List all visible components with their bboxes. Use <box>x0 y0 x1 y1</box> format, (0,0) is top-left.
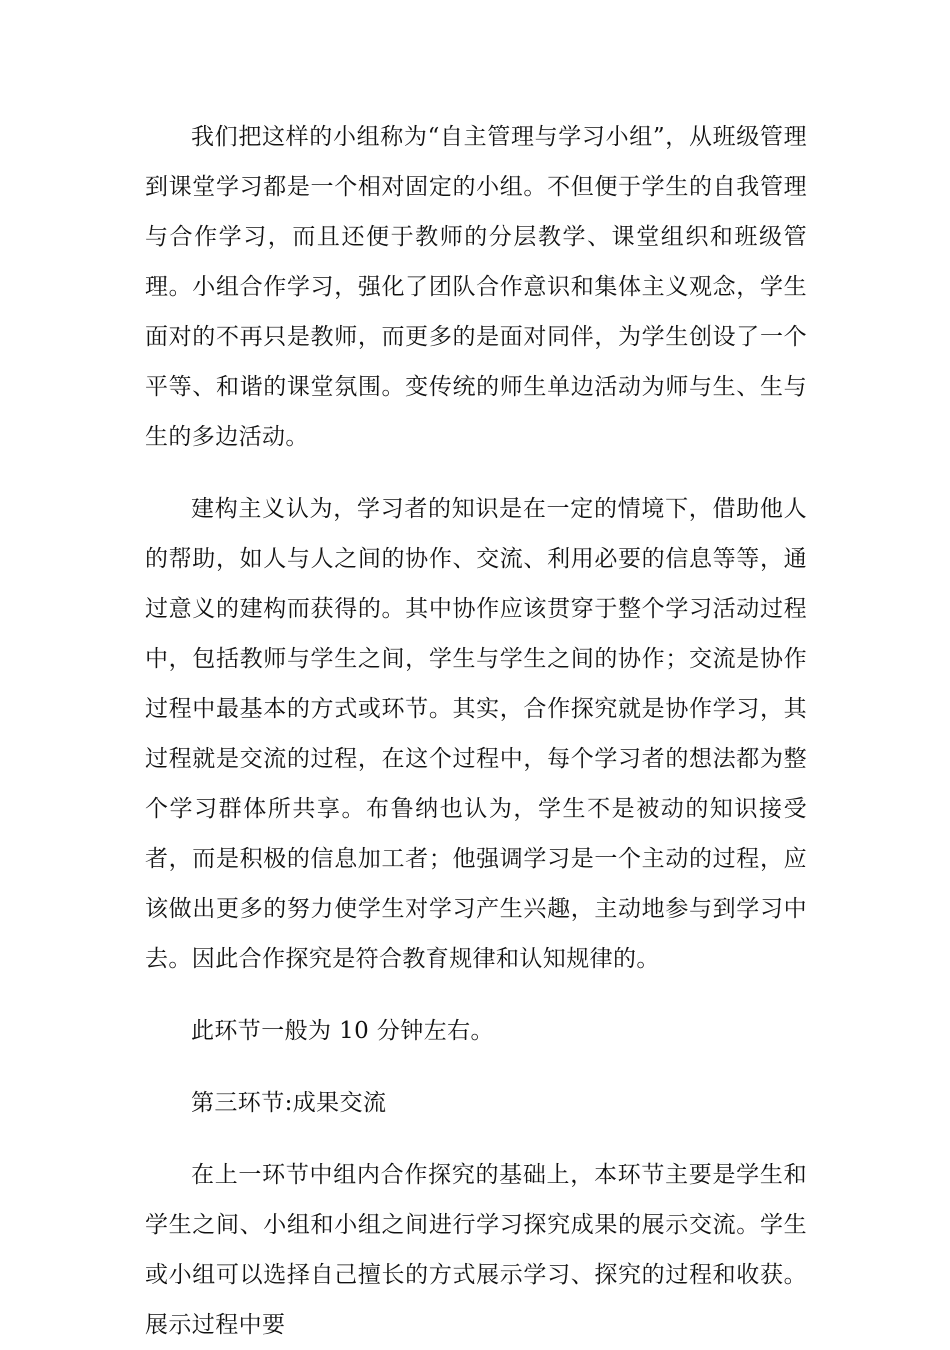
section-heading-stage-three: 第三环节:成果交流 <box>191 1090 387 1116</box>
paragraph-time-note: 此环节一般为 10 分钟左右。 <box>191 1018 494 1044</box>
paragraph-constructivism: 建构主义认为，学习者的知识是在一定的情境下，借助他人的帮助，如人与人之间的协作、交流、利用必要的信息等等，通过意义的建构而获得的。其中协作应该贯穿于整个学习活动过程中，包括教师与学生之间，学生与学生之间的协作；交流是协作过程中最基本的方式或环节。其实，合作探究就是协作学习，其过程就是交流的过程，在这个过程中，每个学习者的想法都为整个学习群体所共享。布鲁纳也认为，学生不是被动的知识接受者，而是积极的信息加工者；他强调学习是一个主动的过程，应该做出更多的努力使学生对学习产生兴趣，主动地参与到学习中去。因此合作探究是符合教育规律和认知规律的。 <box>145 496 807 972</box>
paragraph-results-exchange: 在上一环节中组内合作探究的基础上，本环节主要是学生和学生之间、小组和小组之间进行学习探究成果的展示交流。学生或小组可以选择自己擅长的方式展示学习、探究的过程和收获。展示过程中要 <box>145 1162 807 1338</box>
document-body <box>145 112 807 1350</box>
paragraph-group-learning: 我们把这样的小组称为“自主管理与学习小组”，从班级管理到课堂学习都是一个相对固定的小组。不但便于学生的自我管理与合作学习，而且还便于教师的分层教学、课堂组织和班级管理。小组合作学习，强化了团队合作意识和集体主义观念，学生面对的不再只是教师，而更多的是面对同伴，为学生创设了一个平等、和谐的课堂氛围。变传统的师生单边活动为师与生、生与生的多边活动。 <box>145 124 807 450</box>
